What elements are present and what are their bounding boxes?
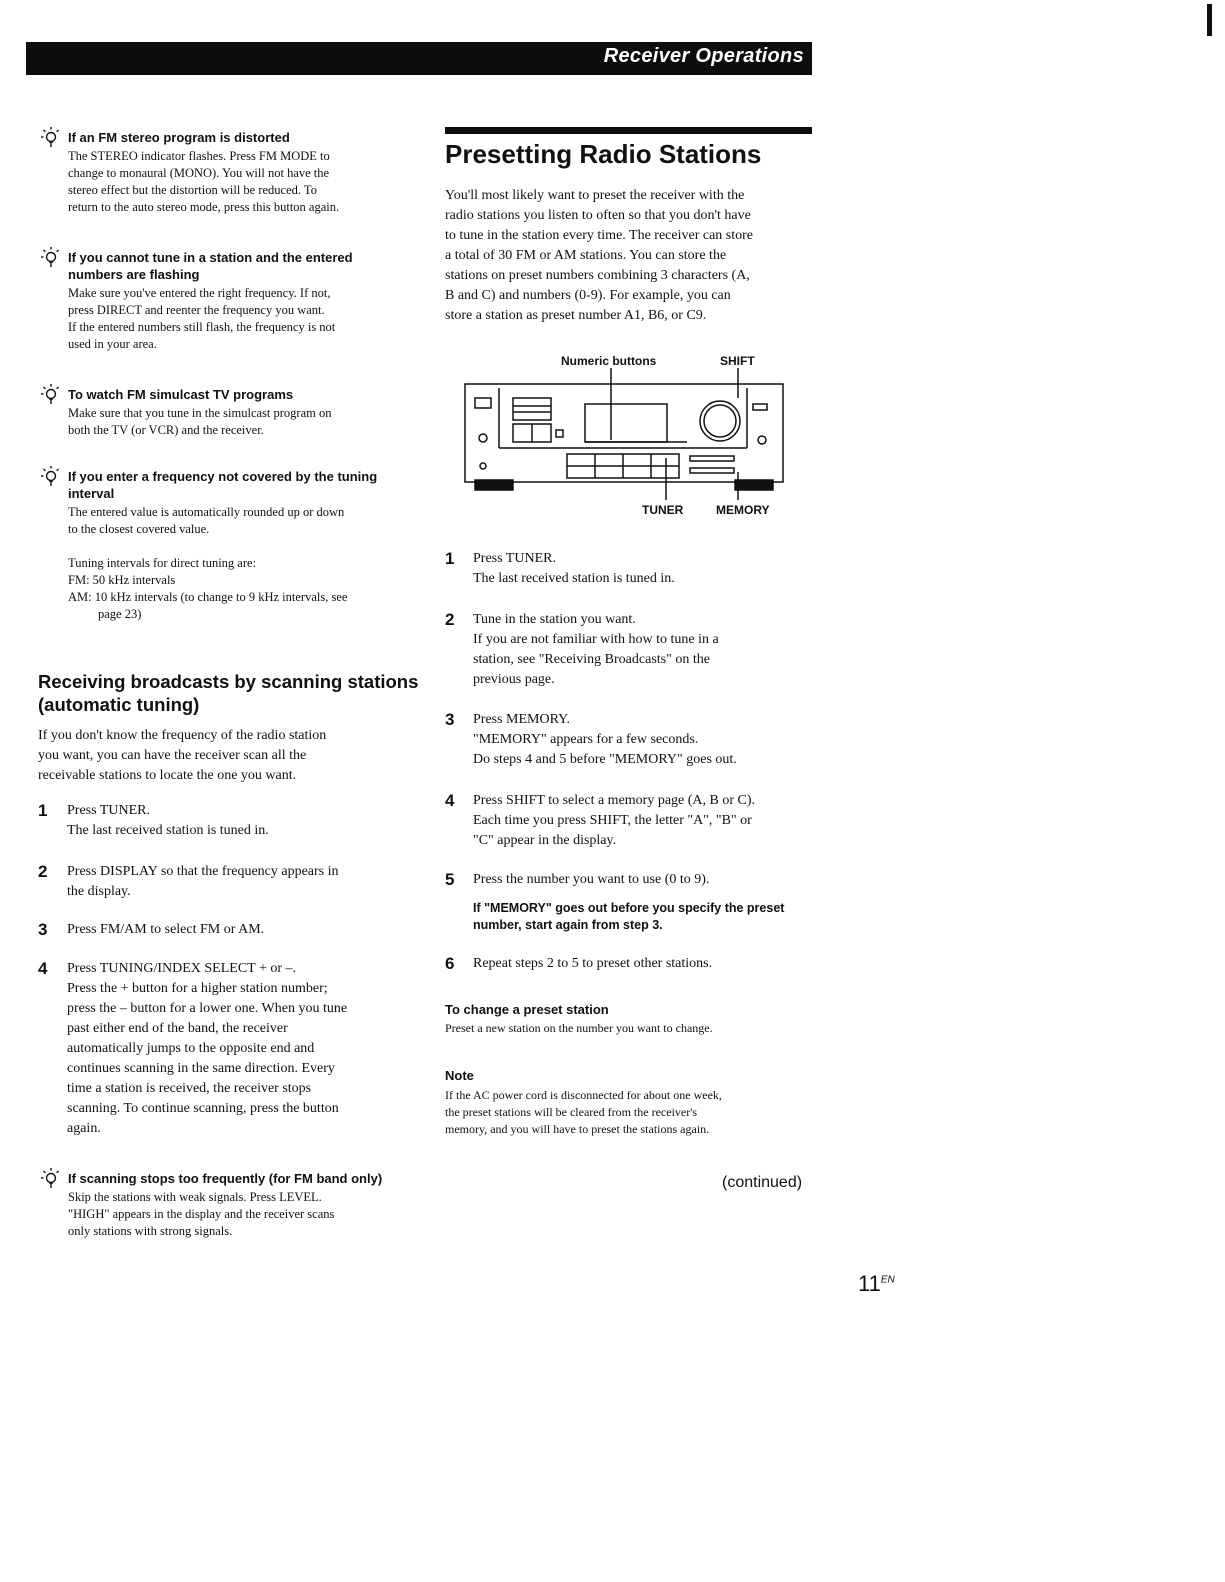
scanning-intro: If you don't know the frequency of the radio station you want, you can have the receiver scan all the receivable stations to locate the one you want.	[38, 728, 327, 783]
tip-title: If you enter a frequency not covered by the tuning interval	[40, 468, 390, 502]
change-preset-heading: To change a preset station	[445, 1002, 609, 1017]
section-heading-scanning: Receiving broadcasts by scanning stations (automatic tuning)	[38, 671, 419, 715]
page-title: Presetting Radio Stations	[445, 139, 762, 169]
label-shift: SHIFT	[720, 354, 755, 368]
tip-body: Make sure you've entered the right frequency. If not, press DIRECT and reenter the frequency you want. If the entered numbers still flash, the frequency is not used in your area.	[68, 286, 336, 351]
header-bar	[26, 42, 812, 75]
continued-label: (continued)	[722, 1174, 803, 1191]
tip-fm-distorted	[40, 129, 390, 216]
receiver-front-panel-illustration	[455, 368, 795, 500]
tip-title: If you cannot tune in a station and the entered numbers are flashing	[40, 249, 390, 283]
page-number: $11^{EN}$	[858, 1271, 895, 1296]
crop-mark	[1207, 4, 1212, 36]
tip-cannot-tune	[40, 249, 390, 353]
section-rule	[445, 127, 812, 134]
note-heading: Note	[445, 1068, 474, 1083]
tip-body: The STEREO indicator flashes. Press FM MODE to change to monaural (MONO). You will not have the stereo effect but the distortion will be reduced. To return to the auto stereo mode, press this button again.	[68, 149, 340, 214]
tip-simulcast	[40, 386, 390, 439]
tip-title: If scanning stops too frequently (for FM band only)	[40, 1170, 410, 1187]
tip-title: To watch FM simulcast TV programs	[40, 386, 390, 403]
tip-body: Skip the stations with weak signals. Press LEVEL. "HIGH" appears in the display and the receiver scans only stations with strong signals.	[68, 1190, 335, 1238]
tip-body: Make sure that you tune in the simulcast program on both the TV (or VCR) and the receiver.	[68, 406, 332, 437]
lightbulb-icon	[40, 1167, 62, 1189]
tip-scanning-stops	[40, 1170, 410, 1240]
tip-body: The entered value is automatically rounded up or down to the closest covered value. Tuning intervals for direct tuning are: FM: 50 kHz intervals AM: 10 kHz intervals (to change to 9 kHz intervals, see page 23)	[68, 505, 348, 621]
lightbulb-icon	[40, 246, 62, 268]
label-numeric-buttons: Numeric buttons	[561, 354, 657, 368]
header-title: Receiver Operations	[603, 45, 804, 67]
step5-note: If "MEMORY" goes out before you specify the preset number, start again from step 3.	[473, 901, 785, 932]
change-preset-body: Preset a new station on the number you want to change.	[445, 1021, 713, 1035]
tip-frequency-interval	[40, 468, 390, 623]
note-body: If the AC power cord is disconnected for about one week, the preset stations will be cleared from the receiver's memory, and you will have to preset the stations again.	[445, 1088, 722, 1136]
label-memory: MEMORY	[716, 503, 770, 517]
lightbulb-icon	[40, 126, 62, 148]
lightbulb-icon	[40, 383, 62, 405]
preset-intro: You'll most likely want to preset the receiver with the radio stations you listen to often so that you don't have to tune in the station every time. The receiver can store a total of 30 FM or AM stations. You can store the stations on preset numbers combining 3 characters (A, B and C) and numbers (0-9). For example, you can store a station as preset number A1, B6, or C9.	[445, 188, 754, 323]
label-tuner: TUNER	[642, 503, 684, 517]
tip-title: If an FM stereo program is distorted	[40, 129, 390, 146]
lightbulb-icon	[40, 465, 62, 487]
